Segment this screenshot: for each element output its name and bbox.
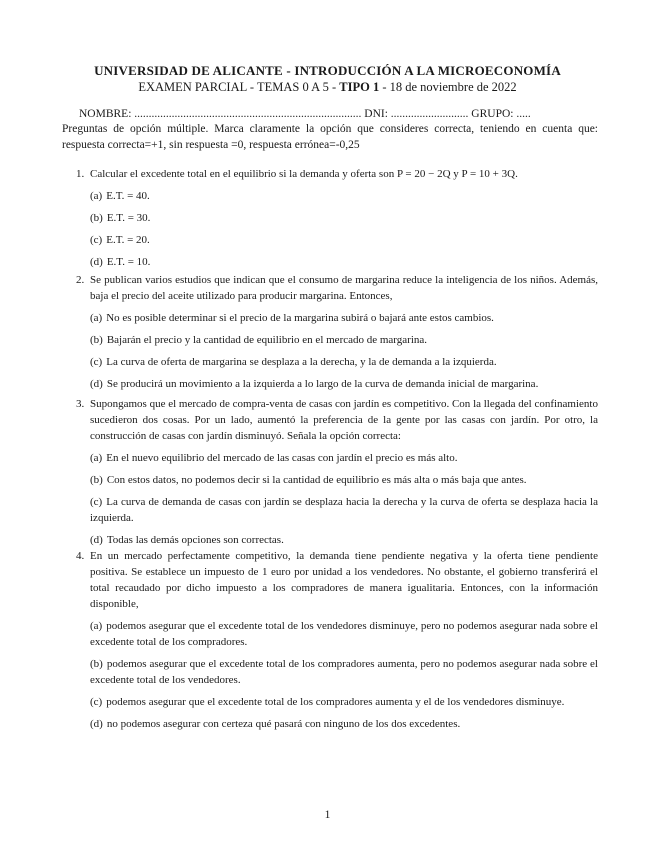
option-text: La curva de oferta de margarina se desplaza a la derecha, y la de demanda a la izquierda. bbox=[106, 356, 497, 368]
option-text: No es posible determinar si el precio de la margarina subirá o bajará ante estos cambios. bbox=[106, 312, 494, 324]
question-number: 2. bbox=[76, 274, 85, 286]
exam-date: - 18 de noviembre de 2022 bbox=[379, 80, 517, 94]
option-label: (b) bbox=[90, 334, 103, 346]
option-a bbox=[90, 618, 598, 650]
option-d bbox=[90, 716, 598, 732]
option-label: (d) bbox=[90, 256, 103, 268]
option-label: (d) bbox=[90, 534, 103, 546]
option-a bbox=[90, 450, 598, 466]
question-2 bbox=[62, 272, 598, 392]
option-a bbox=[90, 188, 598, 204]
question-number: 4. bbox=[76, 550, 85, 562]
option-label: (c) bbox=[90, 356, 103, 368]
subtitle-prefix: EXAMEN PARCIAL - TEMAS 0 A 5 - bbox=[138, 80, 340, 94]
option-c bbox=[90, 232, 598, 248]
option-label: (c) bbox=[90, 696, 103, 708]
option-b bbox=[90, 656, 598, 688]
option-label: (a) bbox=[90, 190, 103, 202]
exam-title: UNIVERSIDAD DE ALICANTE - INTRODUCCIÓN A LA MICROECONOMÍA bbox=[94, 63, 561, 78]
option-text: Se producirá un movimiento a la izquierda a lo largo de la curva de demanda inicial de margarina. bbox=[106, 378, 539, 390]
nombre-label: NOMBRE: bbox=[79, 108, 132, 120]
option-label: (b) bbox=[90, 474, 103, 486]
option-text: Todas las demás opciones son correctas. bbox=[106, 534, 284, 546]
question-4 bbox=[62, 548, 598, 732]
option-text: E.T. = 40. bbox=[106, 190, 150, 202]
option-text: Con estos datos, no podemos decir si la cantidad de equilibrio es más alta o más baja que antes. bbox=[106, 474, 527, 486]
page-number: 1 bbox=[324, 809, 331, 821]
option-label: (b) bbox=[90, 658, 103, 670]
option-text: podemos asegurar que el excedente total de los compradores aumenta, pero no podemos asegurar nada sobre el excedente total de los vendedores. bbox=[90, 658, 598, 686]
option-b bbox=[90, 332, 598, 348]
option-d bbox=[90, 376, 598, 392]
question-text: Supongamos que el mercado de compra-venta de casas con jardín es competitivo. Con la llegada del confinamiento sucedieron dos cosas. Por un lado, aumentó la preferencia de la gente por las casas con jardín. Por otro, la construcción de casas con jardín disminuyó. Señala la opción correcta: bbox=[90, 398, 598, 442]
option-text: podemos asegurar que el excedente total de los compradores aumenta y el de los vendedores disminuye. bbox=[106, 696, 565, 708]
option-d bbox=[90, 254, 598, 270]
option-c bbox=[90, 694, 598, 710]
option-text: E.T. = 30. bbox=[106, 212, 151, 224]
option-c bbox=[90, 354, 598, 370]
question-text: Calcular el excedente total en el equilibrio si la demanda y oferta son P = 20 − 2Q y P = 10 + 3Q. bbox=[90, 168, 518, 180]
option-label: (a) bbox=[90, 620, 103, 632]
option-c bbox=[90, 494, 598, 526]
option-b bbox=[90, 210, 598, 226]
question-3 bbox=[62, 396, 598, 548]
option-text: En el nuevo equilibrio del mercado de las casas con jardín el precio es más alto. bbox=[106, 452, 458, 464]
option-text: podemos asegurar que el excedente total de los vendedores disminuye, pero no podemos asegurar nada sobre el excedente total de los compradores. bbox=[90, 620, 598, 648]
option-text: E.T. = 10. bbox=[106, 256, 151, 268]
question-number: 3. bbox=[76, 398, 85, 410]
student-info-line bbox=[79, 108, 599, 120]
option-label: (c) bbox=[90, 234, 103, 246]
option-d bbox=[90, 532, 598, 548]
option-text: no podemos asegurar con certeza qué pasará con ninguno de los dos excedentes. bbox=[106, 718, 461, 730]
dni-field: ........................... bbox=[390, 108, 469, 120]
exam-subtitle bbox=[0, 80, 655, 95]
option-a bbox=[90, 310, 598, 326]
option-text: La curva de demanda de casas con jardín se desplaza hacia la derecha y la curva de oferta se desplaza hacia la izquierda. bbox=[90, 496, 598, 524]
option-label: (a) bbox=[90, 452, 103, 464]
option-label: (c) bbox=[90, 496, 103, 508]
question-number: 1. bbox=[76, 168, 85, 180]
option-label: (a) bbox=[90, 312, 103, 324]
option-label: (d) bbox=[90, 718, 103, 730]
nombre-field: ............................................................................... bbox=[134, 108, 362, 120]
option-text: Bajarán el precio y la cantidad de equilibrio en el mercado de margarina. bbox=[106, 334, 428, 346]
instructions: Preguntas de opción múltiple. Marca claramente la opción que consideres correcta, teniendo en cuenta que: respuesta correcta=+1, sin respuesta =0, respuesta errónea=-0,25 bbox=[62, 123, 598, 151]
option-label: (d) bbox=[90, 378, 103, 390]
question-1 bbox=[62, 166, 598, 270]
exam-type: TIPO 1 bbox=[339, 80, 380, 94]
grupo-label: GRUPO: bbox=[471, 108, 514, 120]
option-label: (b) bbox=[90, 212, 103, 224]
question-text: En un mercado perfectamente competitivo, la demanda tiene pendiente negativa y la oferta tiene pendiente positiva. Se establece un impuesto de 1 euro por unidad a los vendedores. No obstante, el gobierno transferirá el total recaudado por dicho impuesto a los compradores de manera igualitaria. Entonces, con la información disponible, bbox=[90, 550, 598, 610]
question-text: Se publican varios estudios que indican que el consumo de margarina reduce la inteligencia de los niños. Además, baja el precio del aceite utilizado para producir margarina. Entonces, bbox=[90, 274, 598, 302]
dni-label: DNI: bbox=[364, 108, 388, 120]
grupo-field: ..... bbox=[516, 108, 531, 120]
option-text: E.T. = 20. bbox=[106, 234, 150, 246]
option-b bbox=[90, 472, 598, 488]
